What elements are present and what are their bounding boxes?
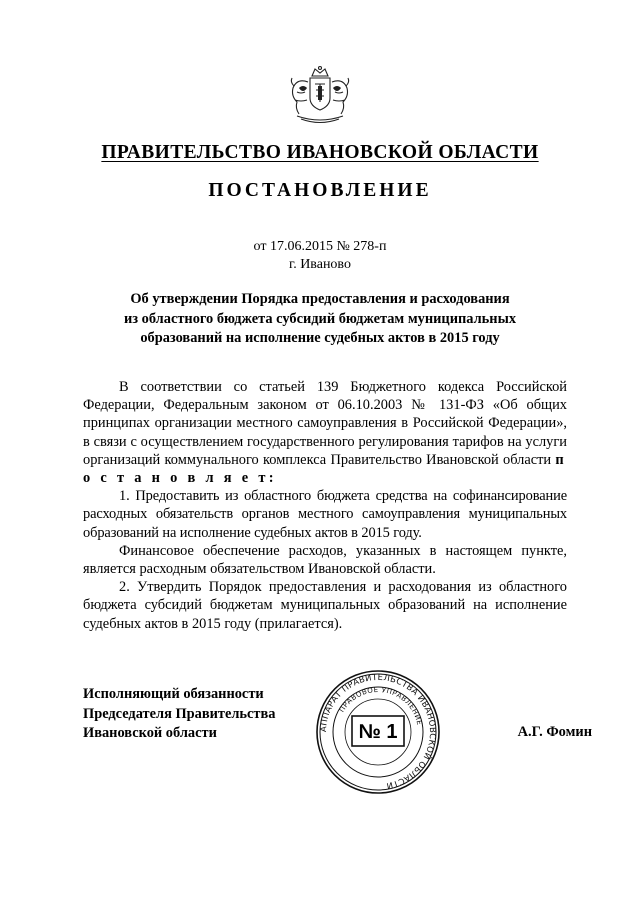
date-and-place [0,238,640,274]
date-number: от 17.06.2015 № 278-п [253,239,387,254]
coat-of-arms-emblem [285,64,355,126]
item-1-paragraph: 1. Предоставить из областного бюджета средства на софинансирование расходных обязательств органов местного самоуправления муниципальных образований на исполнение судебных актов в 2015 году. [83,488,567,541]
subject-line: из областного бюджета субсидий бюджетам муниципальных [123,310,517,327]
signatory-title [83,685,323,744]
document-body [83,378,567,633]
signatory-title-line: Исполняющий обязанности [83,686,264,702]
city: г. Иваново [289,257,351,272]
resolves-keyword: п о с т а н о в л я е т: [83,451,567,487]
subject-line: образований на исполнение судебных актов в 2015 году [140,330,500,346]
stamp-number: № 1 [358,721,398,743]
signatory-title-line: Председателя Правительства [83,705,276,722]
stamp-ring-text: АППАРАТ ПРАВИТЕЛЬСТВА ИВАНОВСКОЙ ОБЛАСТИ [317,671,439,792]
signatory-name: А.Г. Фомин [517,724,592,740]
document-subject [90,290,550,349]
preamble-paragraph [83,378,567,487]
item-2-paragraph: 2. Утвердить Порядок предоставления и расходования из областного бюджета субсидий бюджетам муниципальных образований на исполнение судебных актов в 2015 году (прилагается). [83,579,567,632]
signatory-title-line: Ивановской области [83,725,217,741]
subject-line: Об утверждении Порядка предоставления и расходования [130,291,510,307]
organization-name: ПРАВИТЕЛЬСТВО ИВАНОВСКОЙ ОБЛАСТИ [101,142,539,163]
item-1-note-paragraph: Финансовое обеспечение расходов, указанных в настоящем пункте, является расходным обязательством Ивановской области. [83,542,567,578]
document-type: ПОСТАНОВЛЕНИЕ [208,180,432,201]
preamble-text: В соответствии со статьей 139 Бюджетного кодекса Российской Федерации, Федеральным законом от 06.10.2003 № 131-ФЗ «Об общих принципах организации местного самоуправления в Российской Федерации», в связи с осуществлением государственного регулирования тарифов на услуги организаций коммунального комплекса Правительство Ивановской области [83,379,567,468]
official-round-stamp [314,668,442,796]
stamp-inner-text: ПРАВОВОЕ УПРАВЛЕНИЕ [337,685,424,727]
